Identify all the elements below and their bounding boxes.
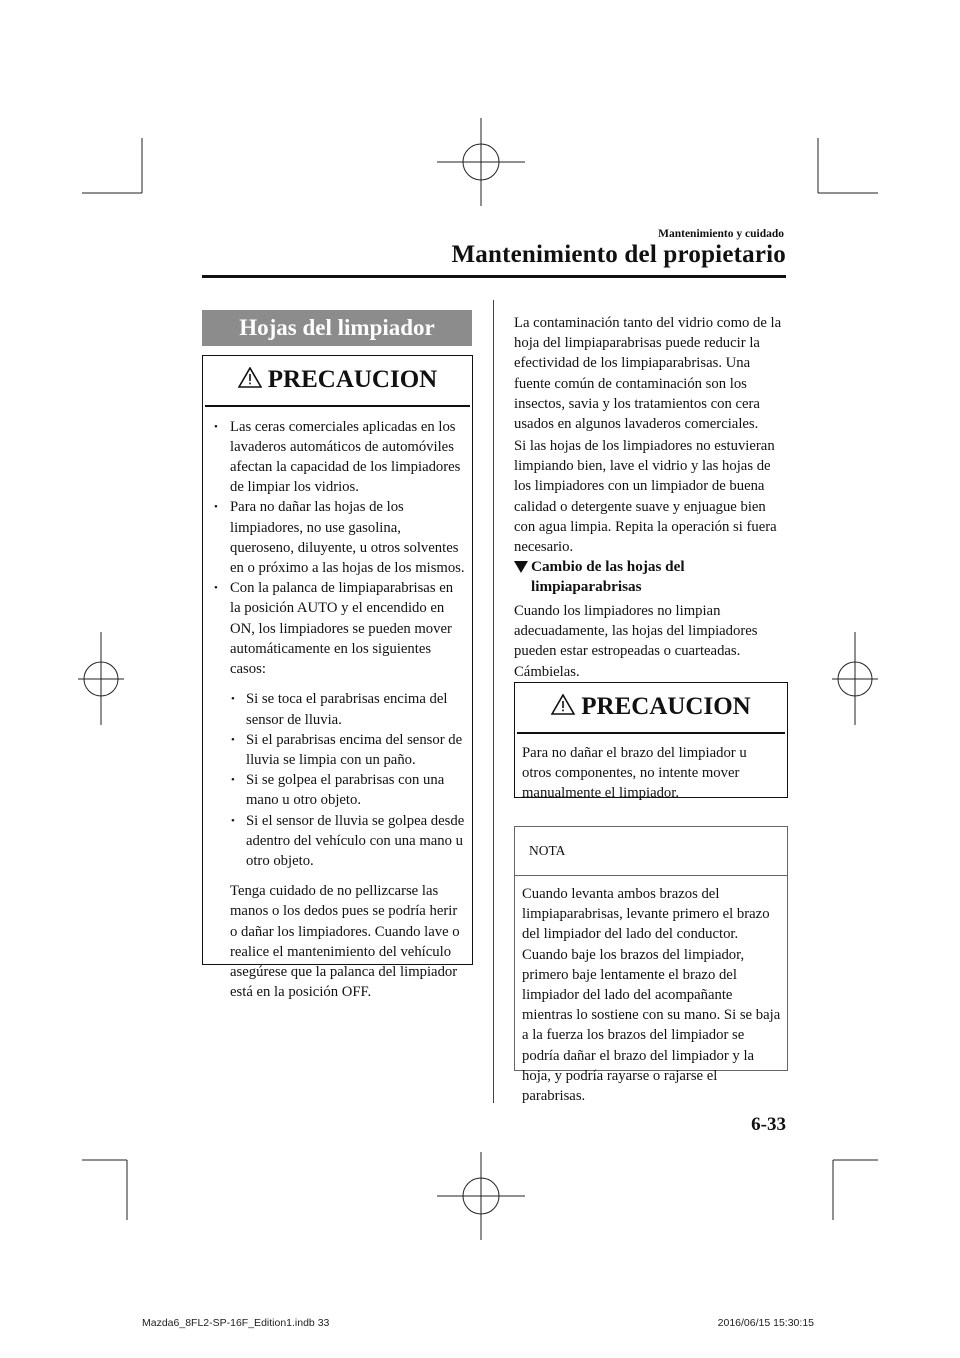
chapter-title: Mantenimiento del propietario: [451, 241, 786, 268]
section-banner: Hojas del limpiador: [202, 310, 472, 346]
section-title: Mantenimiento y cuidado: [658, 228, 784, 240]
caution-box-left: [202, 355, 473, 1001]
caution-heading: [515, 693, 787, 722]
caution-bullet: • Para no dañar las hojas de los limpiadores, no use gasolina, queroseno, diluyente, u otros solventes en o próximo a las hojas de los mismos.: [205, 497, 466, 578]
caution-bullet-list: [205, 417, 466, 680]
subheading-text: Cambio de las hojas del limpiaparabrisas: [531, 558, 685, 595]
note-title: NOTA: [529, 843, 566, 858]
caution-title: PRECAUCION: [581, 693, 751, 720]
subheading: [514, 557, 790, 596]
footer-timestamp: 2016/06/15 15:30:15: [717, 1317, 814, 1329]
header-rule: [202, 275, 786, 278]
note-box: [514, 826, 788, 1105]
footer-file: Mazda6_8FL2-SP-16F_Edition1.indb 33: [142, 1317, 330, 1329]
note-text: Cuando levanta ambos brazos del limpiaparabrisas, levante primero el brazo del limpiador del lado del conductor. Cuando baje los brazos del limpiador, primero baje lentamente el brazo del limpiador del lado del acompañante mientras lo sostiene con su mano. Si se baja a la fuerza los brazos del limpiador se podría dañar el brazo del limpiador y la hoja, y podría rayarse o rajarse el parabrisas.: [522, 886, 781, 1105]
caution-sub-bullet: • Si el parabrisas encima del sensor de lluvia se limpia con un paño.: [205, 730, 466, 770]
caution-sub-bullet-list: [205, 689, 466, 871]
caution-sub-bullet: • Si se toca el parabrisas encima del sensor de lluvia.: [205, 689, 466, 729]
caution-text: Para no dañar el brazo del limpiador u otros componentes, no intente mover manualmente el limpiador.: [522, 744, 747, 802]
body-paragraph: La contaminación tanto del vidrio como de la hoja del limpiaparabrisas puede reducir la efectividad de los limpiaparabrisas. Una fuente común de contaminación son los insectos, savia y los tratamientos con cera usados en algunos lavaderos comerciales.: [514, 315, 782, 433]
caution-bullet: • Con la palanca de limpiaparabrisas en la posición AUTO y el encendido en ON, los limpiadores se pueden mover automáticamente en los siguientes casos:: [205, 578, 466, 679]
column-divider: [493, 300, 494, 1103]
caution-heading: [203, 366, 472, 395]
triangle-down-icon: [514, 561, 528, 573]
body-paragraph: Si las hojas de los limpiadores no estuvieran limpiando bien, lave el vidrio y las hojas de los limpiadores con un limpiador de buena calidad o detergente suave y enjuague bien con agua limpia. Repita la operación si fuera necesario.: [514, 438, 777, 556]
page-number: 6-33: [751, 1114, 786, 1135]
caution-title: PRECAUCION: [267, 366, 438, 393]
caution-bullet: • Las ceras comerciales aplicadas en los lavaderos automáticos de automóviles afectan la capacidad de los limpiadores de limpiar los vidrios.: [205, 417, 466, 498]
caution-box-right: [514, 682, 788, 802]
warning-triangle-icon: [551, 694, 575, 722]
warning-triangle-icon: [238, 367, 262, 395]
caution-sub-bullet: • Si el sensor de lluvia se golpea desde adentro del vehículo con una mano u otro objeto.: [205, 811, 466, 872]
body-paragraph: Cuando los limpiadores no limpian adecuadamente, las hojas del limpiadores pueden estar estropeadas o cuarteadas. Cámbielas.: [514, 603, 758, 680]
caution-sub-bullet: • Si se golpea el parabrisas con una mano u otro objeto.: [205, 770, 466, 810]
caution-closing-text: Tenga cuidado de no pellizcarse las manos o los dedos pues se podría herir o dañar los limpiadores. Cuando lave o realice el mantenimiento del vehículo asegúrese que la palanca del limpiador está en la posición OFF.: [230, 883, 460, 1001]
